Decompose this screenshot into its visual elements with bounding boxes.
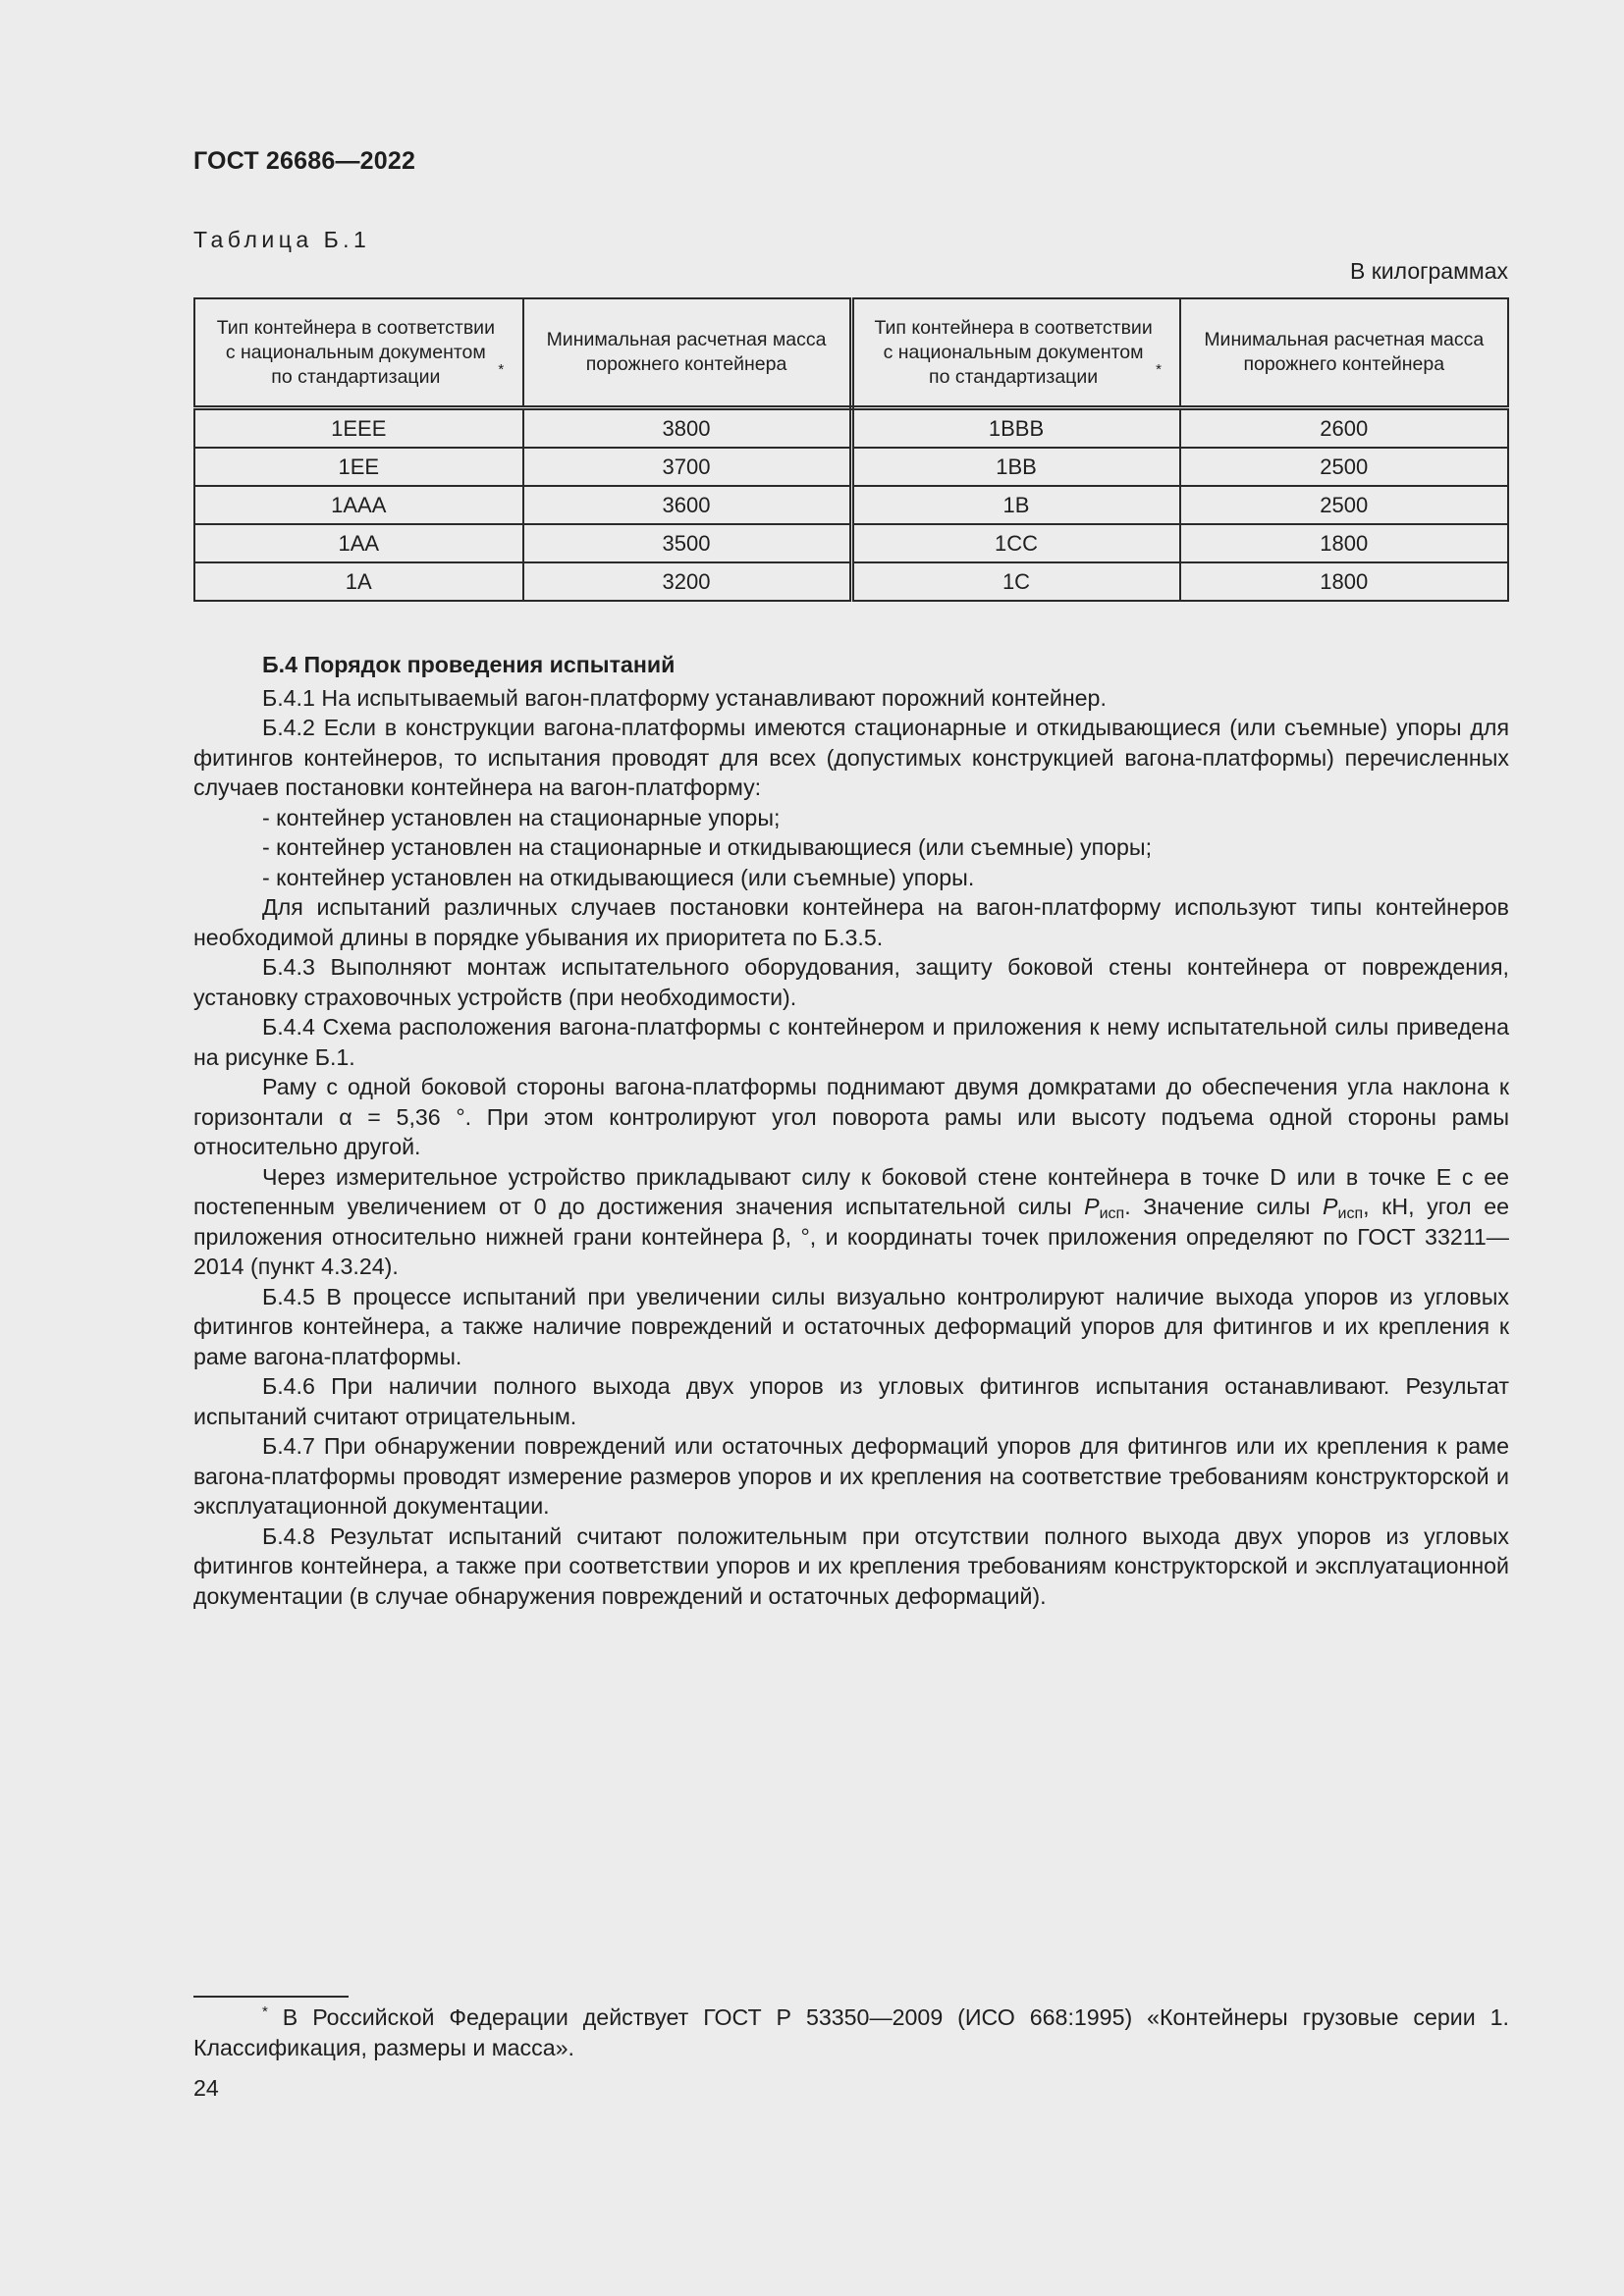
table-cell: 1BB xyxy=(851,448,1180,486)
footnote-text xyxy=(193,2002,1509,2063)
table-row xyxy=(194,408,1508,449)
section-heading: Б.4 Порядок проведения испытаний xyxy=(262,652,676,677)
table-cell: 1800 xyxy=(1180,562,1509,601)
list-item: - контейнер установлен на стационарные упоры; xyxy=(262,804,781,830)
table-cell: 3200 xyxy=(523,562,852,601)
paragraph: Б.4.8 Результат испытаний считают положительным при отсутствии полного выхода двух упоров из угловых фитингов контейнера, а также при соответствии упоров и их крепления требованиям конструкторской и эксплуатационной документации (в случае обнаружения повреждений и остаточных деформаций). xyxy=(193,1522,1509,1609)
table-row xyxy=(194,448,1508,486)
header-mass-text: Минимальная расчетная масса порожнего контейнера xyxy=(546,329,827,375)
page-number: 24 xyxy=(193,2075,219,2101)
header-min-mass xyxy=(1180,298,1509,408)
table-row xyxy=(194,524,1508,562)
paragraph: Для испытаний различных случаев постановки контейнера на вагон-платформу используют типы контейнеров необходимой длины в порядке убывания их приоритета по Б.3.5. xyxy=(193,894,1509,950)
header-container-type xyxy=(851,298,1180,408)
paragraph: Б.4.7 При обнаружении повреждений или остаточных деформаций упоров для фитингов или их крепления к раме вагона-платформы проводят измерение размеров упоров и их крепления на соответствие требованиям конструкторской и эксплуатационной документации. xyxy=(193,1433,1509,1519)
text-run: . Значение силы xyxy=(1124,1194,1324,1219)
footnote-body: В Российской Федерации действует ГОСТ Р 53350—2009 (ИСО 668:1995) «Контейнеры грузовые серии 1. Классификация, размеры и масса». xyxy=(193,2004,1509,2060)
table-cell: 2600 xyxy=(1180,408,1509,449)
list-item: - контейнер установлен на откидывающиеся (или съемные) упоры. xyxy=(262,864,975,890)
paragraph: Б.4.6 При наличии полного выхода двух упоров из угловых фитингов испытания останавливают. Результат испытаний считают отрицательным. xyxy=(193,1373,1509,1429)
document-header: ГОСТ 26686—2022 xyxy=(193,147,416,175)
paragraph: Раму с одной боковой стороны вагона-платформы поднимают двумя домкратами до обеспечения угла наклона к горизонтали α = 5,36 °. При этом контролируют угол поворота рамы или высоту подъема одной стороны рамы относительно другой. xyxy=(193,1074,1509,1159)
container-mass-table xyxy=(193,297,1509,602)
table-cell: 1EEE xyxy=(194,408,523,449)
section-body xyxy=(193,650,1509,1611)
paragraph: Б.4.2 Если в конструкции вагона-платформы имеются стационарные и откидывающиеся (или съемные) упоры для фитингов контейнеров, то испытания проводят для всех (допустимых конструкцией вагона-платформы) перечисленных случаев постановки контейнера на вагон-платформу: xyxy=(193,715,1509,800)
table-cell: 2500 xyxy=(1180,448,1509,486)
footnote-mark: * xyxy=(262,2003,268,2020)
paragraph xyxy=(193,1162,1509,1282)
force-symbol: P xyxy=(1323,1194,1338,1219)
force-symbol: P xyxy=(1084,1194,1100,1219)
table-cell: 1AAA xyxy=(194,486,523,524)
paragraph: Б.4.4 Схема расположения вагона-платформы с контейнером и приложения к нему испытательной силы приведена на рисунке Б.1. xyxy=(193,1014,1509,1070)
footnote xyxy=(193,2002,1509,2063)
force-subscript: исп xyxy=(1099,1205,1125,1222)
text-run: , кН, угол ее приложения относительно нижней грани контейнера β, °, и координаты точек приложения определяют по ГОСТ 33211—2014 (пункт 4.3.24). xyxy=(193,1194,1509,1279)
header-type-text: Тип контейнера в соответствии с национальным документом по стандартизации xyxy=(216,316,495,388)
table-cell: 3600 xyxy=(523,486,852,524)
table-row xyxy=(194,562,1508,601)
table-units: В килограммах xyxy=(1350,258,1508,284)
table-cell: 3800 xyxy=(523,408,852,449)
table-cell: 1A xyxy=(194,562,523,601)
footnote-divider xyxy=(193,1996,349,1998)
paragraph: Б.4.1 На испытываемый вагон-платформу устанавливают порожний контейнер. xyxy=(262,684,1107,711)
header-min-mass xyxy=(523,298,852,408)
header-mass-text: Минимальная расчетная масса порожнего контейнера xyxy=(1204,329,1485,375)
table-cell: 1EE xyxy=(194,448,523,486)
table-label: Таблица Б.1 xyxy=(193,227,371,252)
text-run: Через измерительное устройство прикладывают силу к боковой стене контейнера в точке D или в точке E с ее постепенным увеличением от 0 до достижения значения испытательной силы xyxy=(193,1163,1509,1219)
table-cell: 1AA xyxy=(194,524,523,562)
force-subscript: исп xyxy=(1337,1205,1364,1222)
header-type-text: Тип контейнера в соответствии с национальным документом по стандартизации xyxy=(874,316,1153,388)
table-cell: 3500 xyxy=(523,524,852,562)
table-cell: 1BBB xyxy=(851,408,1180,449)
header-container-type xyxy=(194,298,523,408)
list-item: - контейнер установлен на стационарные и откидывающиеся (или съемные) упоры; xyxy=(262,834,1153,860)
table-cell: 1800 xyxy=(1180,524,1509,562)
table-cell: 1C xyxy=(851,562,1180,601)
paragraph: Б.4.5 В процессе испытаний при увеличении силы визуально контролируют наличие выхода упоров из угловых фитингов контейнера, а также наличие повреждений и остаточных деформаций упоров для фитингов и их крепления к раме вагона-платформы. xyxy=(193,1283,1509,1369)
table-cell: 1B xyxy=(851,486,1180,524)
table-cell: 2500 xyxy=(1180,486,1509,524)
table-cell: 1CC xyxy=(851,524,1180,562)
table-cell: 3700 xyxy=(523,448,852,486)
footnote-mark: * xyxy=(498,360,505,378)
footnote-mark: * xyxy=(1156,360,1162,378)
table-header-row xyxy=(194,298,1508,408)
paragraph: Б.4.3 Выполняют монтаж испытательного оборудования, защиту боковой стены контейнера от повреждения, установку страховочных устройств (при необходимости). xyxy=(193,954,1509,1010)
table-row xyxy=(194,486,1508,524)
